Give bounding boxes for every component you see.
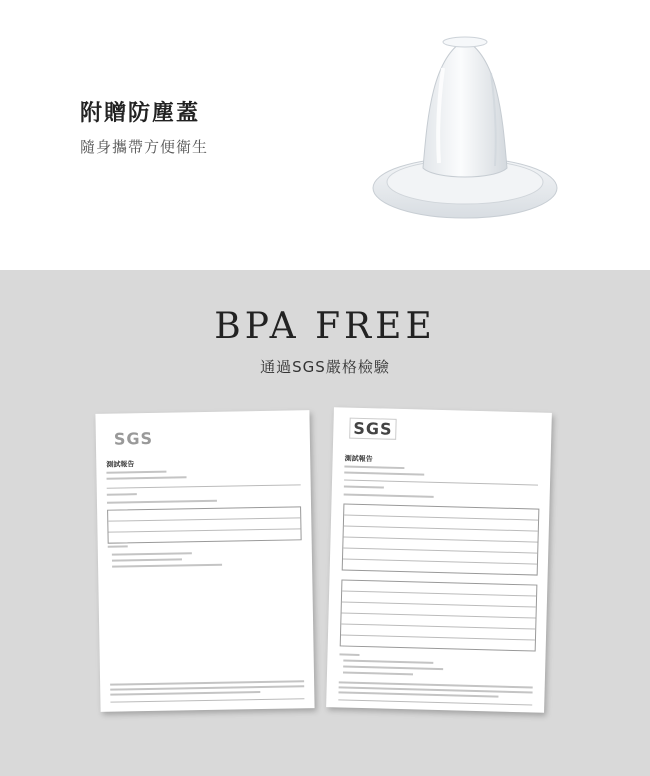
feature-title: 附贈防塵蓋 bbox=[80, 101, 201, 126]
report-table bbox=[107, 506, 302, 543]
bpa-free-headline: BPA FREE bbox=[214, 306, 436, 347]
report-table-1 bbox=[342, 503, 540, 575]
report-title: 測試報告 bbox=[106, 460, 135, 469]
sgs-logo: SGS bbox=[349, 418, 397, 440]
report-table-2 bbox=[340, 579, 538, 651]
top-section bbox=[0, 0, 650, 270]
feature-subtitle: 隨身攜帶方便衛生 bbox=[80, 138, 209, 156]
sgs-report-1 bbox=[95, 410, 314, 712]
sgs-subline: 通過SGS嚴格檢驗 bbox=[260, 358, 390, 376]
dust-cap-image bbox=[365, 28, 565, 228]
sgs-logo: SGS bbox=[113, 428, 154, 449]
sgs-report-2 bbox=[326, 407, 552, 713]
report-title: 測試報告 bbox=[344, 454, 373, 464]
